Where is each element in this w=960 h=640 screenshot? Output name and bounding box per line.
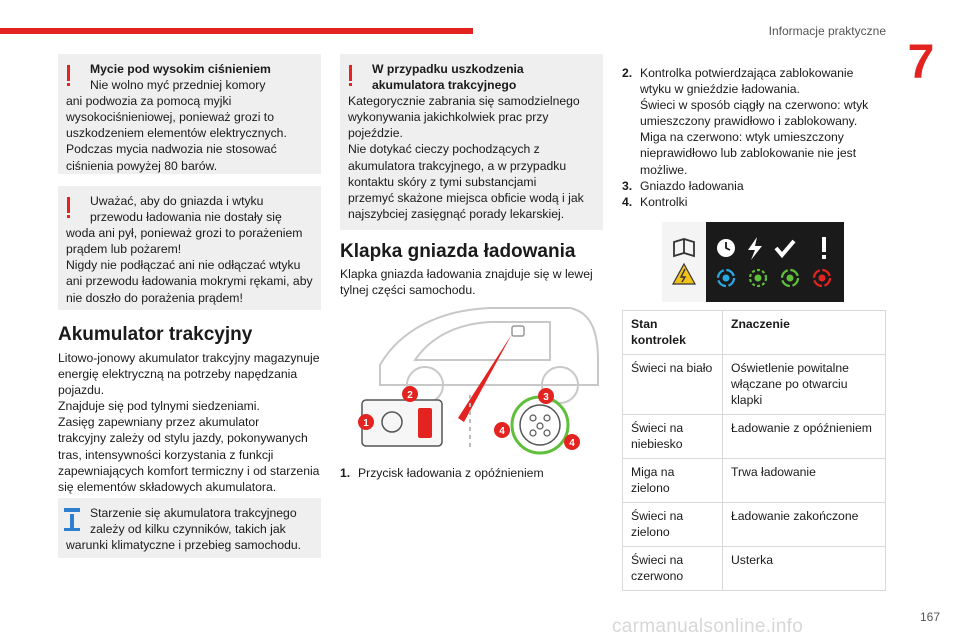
warning-box-battery-damage: [340, 54, 603, 230]
info-box-battery-aging: [58, 498, 321, 558]
table-row: [623, 547, 886, 591]
charging-socket: [520, 405, 560, 445]
warning-body: ani podwozia za pomocą myjki wysokociśnieniowej, ponieważ grozi to uszkodzeniem elementów elektrycznych. Podczas mycia nadwozia nie stosować ciśnienia powyżej 80 barów.: [66, 94, 287, 173]
lamp-panel-dark: [706, 222, 844, 302]
list-item-text: Kontrolka potwierdzająca zablokowanie wtyku w gnieździe ładowania. Świeci w sposób ciągły na czerwono: wtyk umieszczony prawidłowo i zablokowany. Miga na czerwono: wtyk umieszczony nieprawidłowo lub zablokowanie nie jest możliwe.: [640, 66, 869, 177]
lock-indicator: [418, 408, 432, 438]
warning-box-water-dust: [58, 186, 321, 310]
callout-2-label: 2: [407, 390, 413, 401]
charging-flap-illustration: [340, 300, 600, 455]
info-icon-base: [64, 528, 80, 531]
warning-icon-dot: [349, 83, 352, 86]
callout-1-label: 1: [363, 418, 369, 429]
callout-4-left-label: 4: [499, 426, 505, 437]
callout-3-label: 3: [543, 392, 549, 403]
section-title-battery: Akumulator trakcyjny: [58, 324, 253, 345]
exclamation-icon: [822, 237, 826, 259]
header-title: Informacje praktyczne: [768, 24, 886, 38]
table-cell-state: Świeci na biało: [623, 355, 723, 415]
table-row: [623, 355, 886, 415]
warning-icon: [67, 197, 70, 213]
list-item-number: 3.: [622, 178, 633, 193]
info-icon: [64, 508, 80, 512]
table-header-row: [623, 311, 886, 355]
warning-icon: [67, 65, 70, 81]
charging-flap-marker: [512, 326, 524, 336]
table-cell-meaning: Usterka: [723, 547, 886, 591]
warning-body: Kategorycznie zabrania się samodzielnego wykonywania jakichkolwiek prac przy pojeździe. Nie dotykać cieczy pochodzących z akumulatora trakcyjnego, a w przypadku kontaktu skóry z tymi substancjami przemyć skażone miejsca obficie wodą i jak najszybciej zasięgnąć porady lekarskiej.: [348, 94, 584, 221]
table-header-state: Stan kontrolek: [623, 311, 723, 355]
callout-4-right: [564, 434, 580, 450]
list-item-text: Kontrolki: [640, 194, 688, 209]
list-item: [340, 465, 604, 481]
table-cell-state: Świeci na czerwono: [623, 547, 723, 591]
lamp-legend-panel: [662, 222, 706, 302]
warning-icon-dot: [67, 215, 70, 218]
section-body-battery: Litowo-jonowy akumulator trakcyjny magazynuje energię elektryczną na potrzeby napędzania pojazdu. Znajduje się pod tylnymi siedzeniami. Zasięg zapewniany przez akumulator trakcyjny zależy od stylu jazdy, pokonywanych tras, intensywności korzystania z funkcji zapewniających komfort termiczny i od starzenia się elementów składowych akumulatora.: [58, 351, 320, 494]
list-item-text: Gniazdo ładowania: [640, 178, 744, 193]
watermark: carmanualsonline.info: [612, 616, 804, 637]
list-item: [622, 194, 886, 210]
warning-lead: Mycie pod wysokim ciśnieniem: [90, 62, 271, 76]
table-cell-meaning: Ładowanie z opóźnieniem: [723, 415, 886, 459]
warning-first-line: Nie wolno myć przedniej komory: [90, 78, 266, 93]
table-cell-meaning: Trwa ładowanie: [723, 459, 886, 503]
lamp-status-table: [622, 310, 886, 591]
list-col2: [340, 465, 604, 481]
list-item-text: Przycisk ładowania z opóźnieniem: [358, 466, 544, 480]
clock-icon: [717, 239, 735, 257]
warning-lead: W przypadku uszkodzenia akumulatora trakcyjnego: [372, 62, 524, 93]
list-item: [622, 178, 886, 194]
info-body: warunki klimatyczne i przebieg samochodu.: [66, 538, 302, 553]
header-accent-bar: [0, 28, 473, 34]
list-col3: [622, 65, 886, 210]
chapter-number: 7: [907, 36, 935, 89]
table-cell-state: Miga na zielono: [623, 459, 723, 503]
table-cell-meaning: Oświetlenie powitalne włączane po otwarciu klapki: [723, 355, 886, 415]
callout-3: [538, 388, 554, 404]
list-item-number: 1.: [340, 466, 351, 480]
table-row: [623, 415, 886, 459]
warning-icon: [349, 65, 352, 81]
list-item-number: 4.: [622, 194, 633, 209]
callout-4-left: [494, 422, 510, 438]
warning-text: [66, 61, 313, 93]
callout-2: [402, 386, 418, 402]
table-row: [623, 459, 886, 503]
list-item-number: 2.: [622, 66, 633, 80]
callout-4-right-label: 4: [569, 438, 575, 449]
info-icon-stem: [70, 514, 74, 528]
section-body-charging-flap: Klapka gniazda ładowania znajduje się w lewej tylnej części samochodu.: [340, 267, 593, 298]
table-body: [623, 355, 886, 591]
table-cell-meaning: Ładowanie zakończone: [723, 503, 886, 547]
warning-body: woda ani pył, ponieważ grozi to porażeniem prądem lub pożarem! Nigdy nie podłączać ani nie odłączać wtyku ani przewodu ładowania mokrymi rękami, aby nie doszło do porażenia prądem!: [66, 226, 313, 305]
section-title-charging-flap: Klapka gniazda ładowania: [340, 241, 576, 262]
table-row: [623, 503, 886, 547]
warning-icon-dot: [67, 83, 70, 86]
page-number: 167: [919, 610, 940, 624]
table-cell-state: Świeci na zielono: [623, 503, 723, 547]
callout-1: [358, 414, 374, 430]
pointer-arrow: [458, 334, 512, 422]
indicator-lamps-illustration: [662, 222, 844, 302]
table-header-meaning: Znaczenie: [723, 311, 886, 355]
table-cell-state: Świeci na niebiesko: [623, 415, 723, 459]
warning-box-high-pressure: [58, 54, 321, 174]
warning-first-lines: Uważać, aby do gniazda i wtyku przewodu ładowania nie dostały się: [90, 194, 282, 225]
list-item: [622, 65, 886, 178]
info-first-lines: Starzenie się akumulatora trakcyjnego zależy od kilku czynników, takich jak: [90, 506, 297, 537]
